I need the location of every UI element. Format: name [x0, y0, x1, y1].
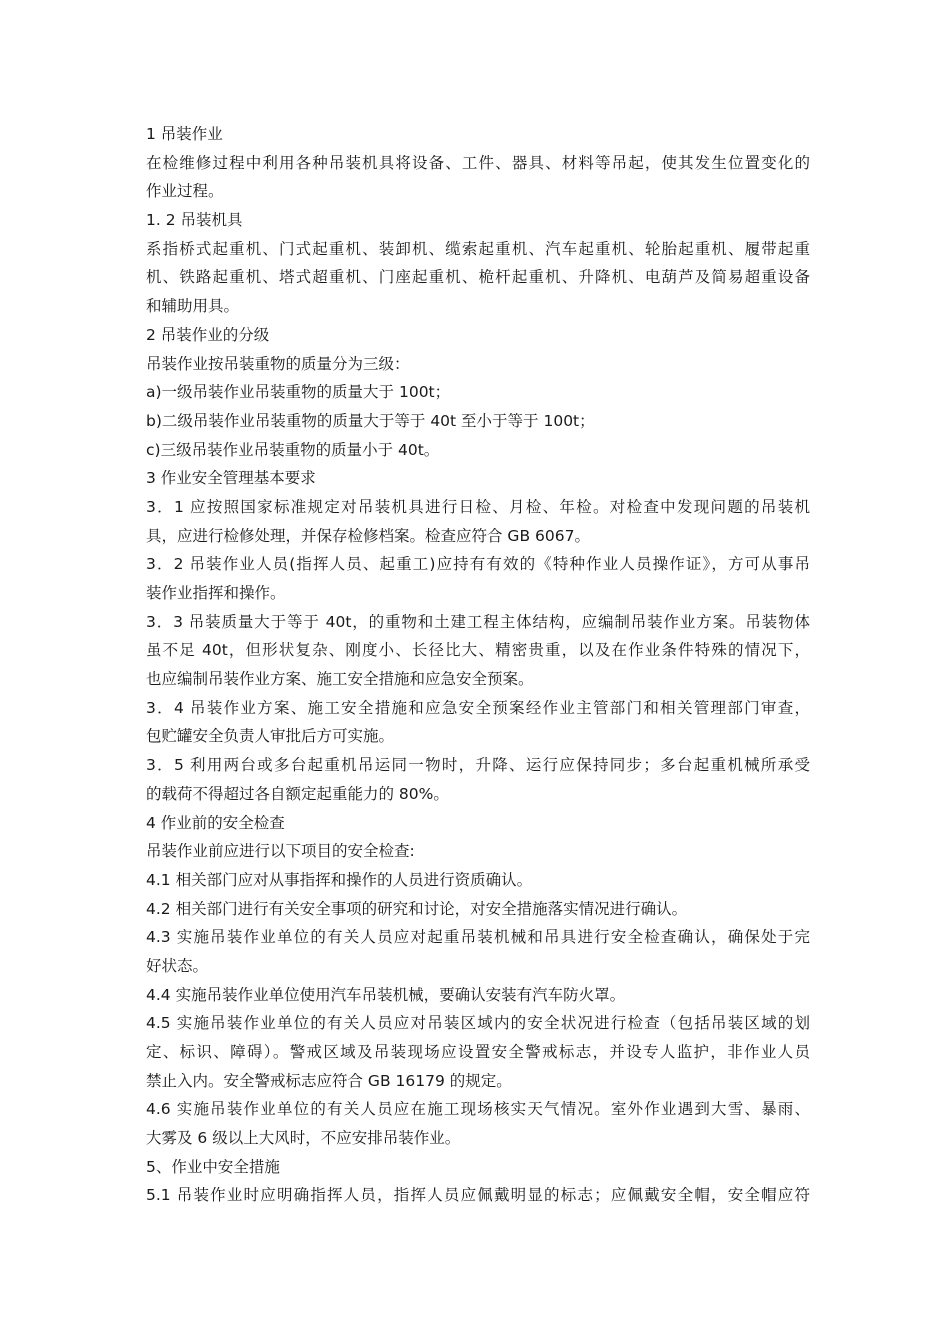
- text-line: 作业过程。: [146, 182, 224, 201]
- text-line: 4.3 实施吊装作业单位的有关人员应对起重吊装机械和吊具进行安全检查确认，确保处于完: [146, 928, 810, 947]
- text-line: c)三级吊装作业吊装重物的质量小于 40t。: [146, 440, 440, 459]
- text-line: 3．2 吊装作业人员(指挥人员、起重工)应持有有效的《特种作业人员操作证》，方可从事吊: [146, 555, 810, 574]
- text-line: 定、标识、障碍）。警戒区域及吊装现场应设置安全警戒标志，并设专人监护，非作业人员: [146, 1043, 810, 1061]
- text-line: 3．3 吊装质量大于等于 40t，的重物和土建工程主体结构，应编制吊装作业方案。吊装物体: [146, 612, 810, 631]
- text-line: 4.1 相关部门应对从事指挥和操作的人员进行资质确认。: [146, 870, 533, 889]
- text-line: 4 作业前的安全检查: [146, 813, 285, 832]
- text-line: 2 吊装作业的分级: [146, 325, 270, 344]
- text-line: 机、铁路起重机、塔式超重机、门座起重机、桅杆起重机、升降机、电葫芦及简易超重设备: [146, 268, 810, 287]
- text-line: 包贮罐安全负责人审批后方可实施。: [146, 727, 395, 746]
- text-line: 在检维修过程中利用各种吊装机具将设备、工件、器具、材料等吊起，使其发生位置变化的: [146, 153, 810, 172]
- text-line: 装作业指挥和操作。: [146, 584, 286, 602]
- text-line: 系指桥式起重机、门式起重机、装卸机、缆索起重机、汽车起重机、轮胎起重机、履带起重: [146, 239, 810, 258]
- text-line: 3．5 利用两台或多台起重机吊运同一物时，升降、运行应保持同步；多台起重机械所承受: [146, 756, 810, 775]
- text-line: 5.1 吊装作业时应明确指挥人员，指挥人员应佩戴明显的标志；应佩戴安全帽，安全帽应符: [146, 1186, 810, 1205]
- text-line: 4.6 实施吊装作业单位的有关人员应在施工现场核实天气情况。室外作业遇到大雪、暴雨、: [146, 1100, 810, 1119]
- text-line: 好状态。: [146, 956, 209, 975]
- text-line: 3．4 吊装作业方案、施工安全措施和应急安全预案经作业主管部门和相关管理部门审查，: [146, 698, 810, 717]
- text-line: 4.4 实施吊装作业单位使用汽车吊装机械，要确认安装有汽车防火罩。: [146, 985, 626, 1004]
- text-line: 虽不足 40t，但形状复杂、刚度小、长径比大、精密贵重，以及在作业条件特殊的情况下，: [146, 641, 810, 660]
- text-line: 也应编制吊装作业方案、施工安全措施和应急安全预案。: [146, 670, 534, 689]
- text-line: 5、作业中安全措施: [146, 1157, 280, 1176]
- text-line: 具，应进行检修处理，并保存检修档案。检查应符合 GB 6067。: [146, 526, 590, 545]
- text-line: 3 作业安全管理基本要求: [146, 469, 316, 488]
- text-line: 3．1 应按照国家标准规定对吊装机具进行日检、月检、年检。对检查中发现问题的吊装机: [146, 497, 810, 516]
- document-body: [146, 120, 810, 1210]
- text-line: 吊装作业前应进行以下项目的安全检查:: [146, 842, 415, 861]
- text-line: 和辅助用具。: [146, 297, 240, 316]
- text-line: 大雾及 6 级以上大风时，不应安排吊装作业。: [146, 1129, 461, 1148]
- text-line: 4.5 实施吊装作业单位的有关人员应对吊装区域内的安全状况进行检查（包括吊装区域的划: [146, 1014, 810, 1033]
- text-line: 1. 2 吊装机具: [146, 211, 243, 230]
- text-line: 1 吊装作业: [146, 125, 223, 143]
- text-line: 4.2 相关部门进行有关安全事项的研究和讨论，对安全措施落实情况进行确认。: [146, 899, 688, 918]
- text-line: 吊装作业按吊装重物的质量分为三级：: [146, 354, 410, 373]
- text-line: 禁止入内。安全警戒标志应符合 GB 16179 的规定。: [146, 1071, 512, 1090]
- text-line: a)一级吊装作业吊装重物的质量大于 100t；: [146, 383, 451, 402]
- text-line: 的载荷不得超过各自额定起重能力的 80%。: [146, 784, 449, 803]
- text-line: b)二级吊装作业吊装重物的质量大于等于 40t 至小于等于 100t；: [146, 411, 595, 430]
